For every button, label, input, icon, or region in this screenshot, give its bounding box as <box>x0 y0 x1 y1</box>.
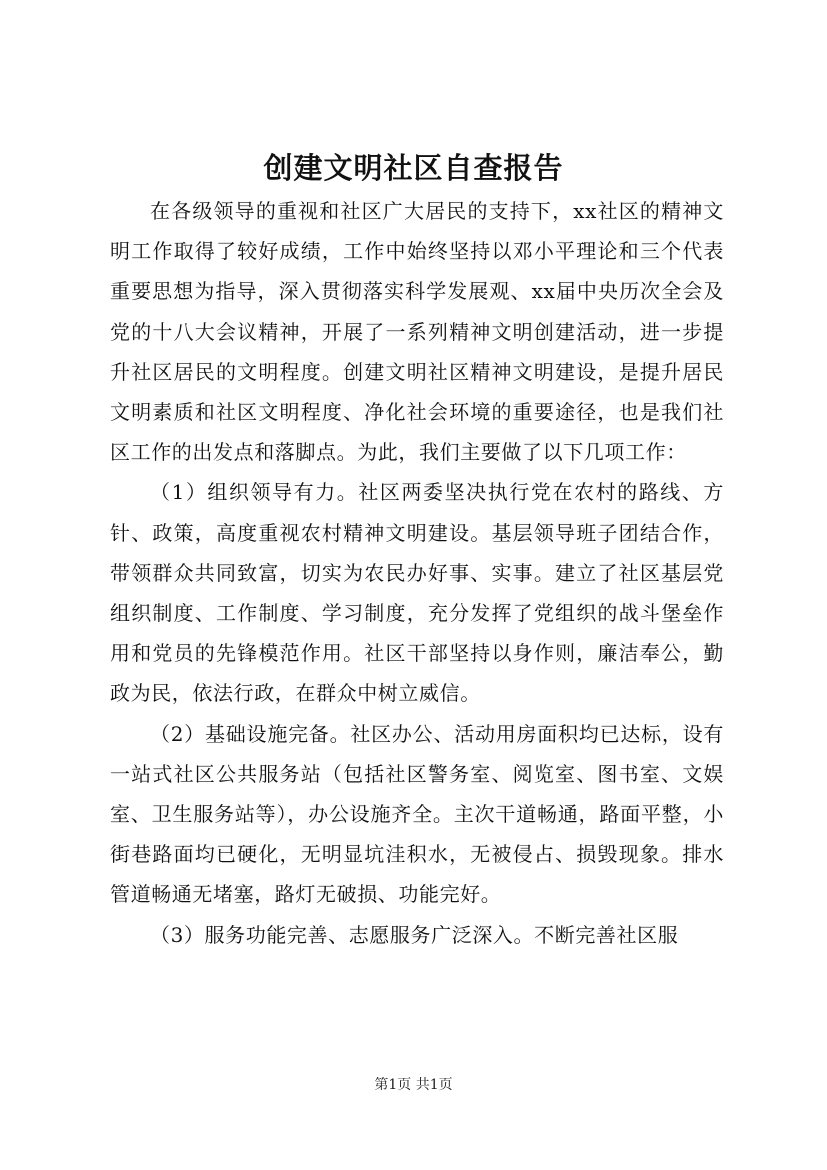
paragraph-organization: （1）组织领导有力。社区两委坚决执行党在农村的路线、方针、政策，高度重视农村精神文明建设。基层领导班子团结合作，带领群众共同致富，切实为农民办好事、实事。建立了社区基层党组织制度、工作制度、学习制度，充分发挥了党组织的战斗堡垒作用和党员的先锋模范作用。社区干部坚持以身作则，廉洁奉公，勤政为民，依法行政，在群众中树立威信。 <box>110 480 724 706</box>
page-footer: 第1页 共1页 <box>374 1077 453 1093</box>
paragraph-infrastructure: （2）基础设施完备。社区办公、活动用房面积均已达标，设有一站式社区公共服务站（包括社区警务室、阅览室、图书室、文娱室、卫生服务站等），办公设施齐全。主次干道畅通，路面平整，小街巷路面均已硬化，无明显坑洼积水，无被侵占、损毁现象。排水管道畅通无堵塞，路灯无破损、功能完好。 <box>110 721 724 907</box>
document-body <box>110 191 724 955</box>
paragraph-intro: 在各级领导的重视和社区广大居民的支持下，xx社区的精神文明工作取得了较好成绩，工作中始终坚持以邓小平理论和三个代表重要思想为指导，深入贯彻落实科学发展观、xx届中央历次全会及党的十八大会议精神，开展了一系列精神文明创建活动，进一步提升社区居民的文明程度。创建文明社区精神文明建设，是提升居民文明素质和社区文明程度、净化社会环境的重要途径，也是我们社区工作的出发点和落脚点。为此，我们主要做了以下几项工作： <box>110 199 724 465</box>
paragraph-services: （3）服务功能完善、志愿服务广泛深入。不断完善社区服 <box>150 922 679 947</box>
document-title: 创建文明社区自查报告 <box>263 151 564 185</box>
